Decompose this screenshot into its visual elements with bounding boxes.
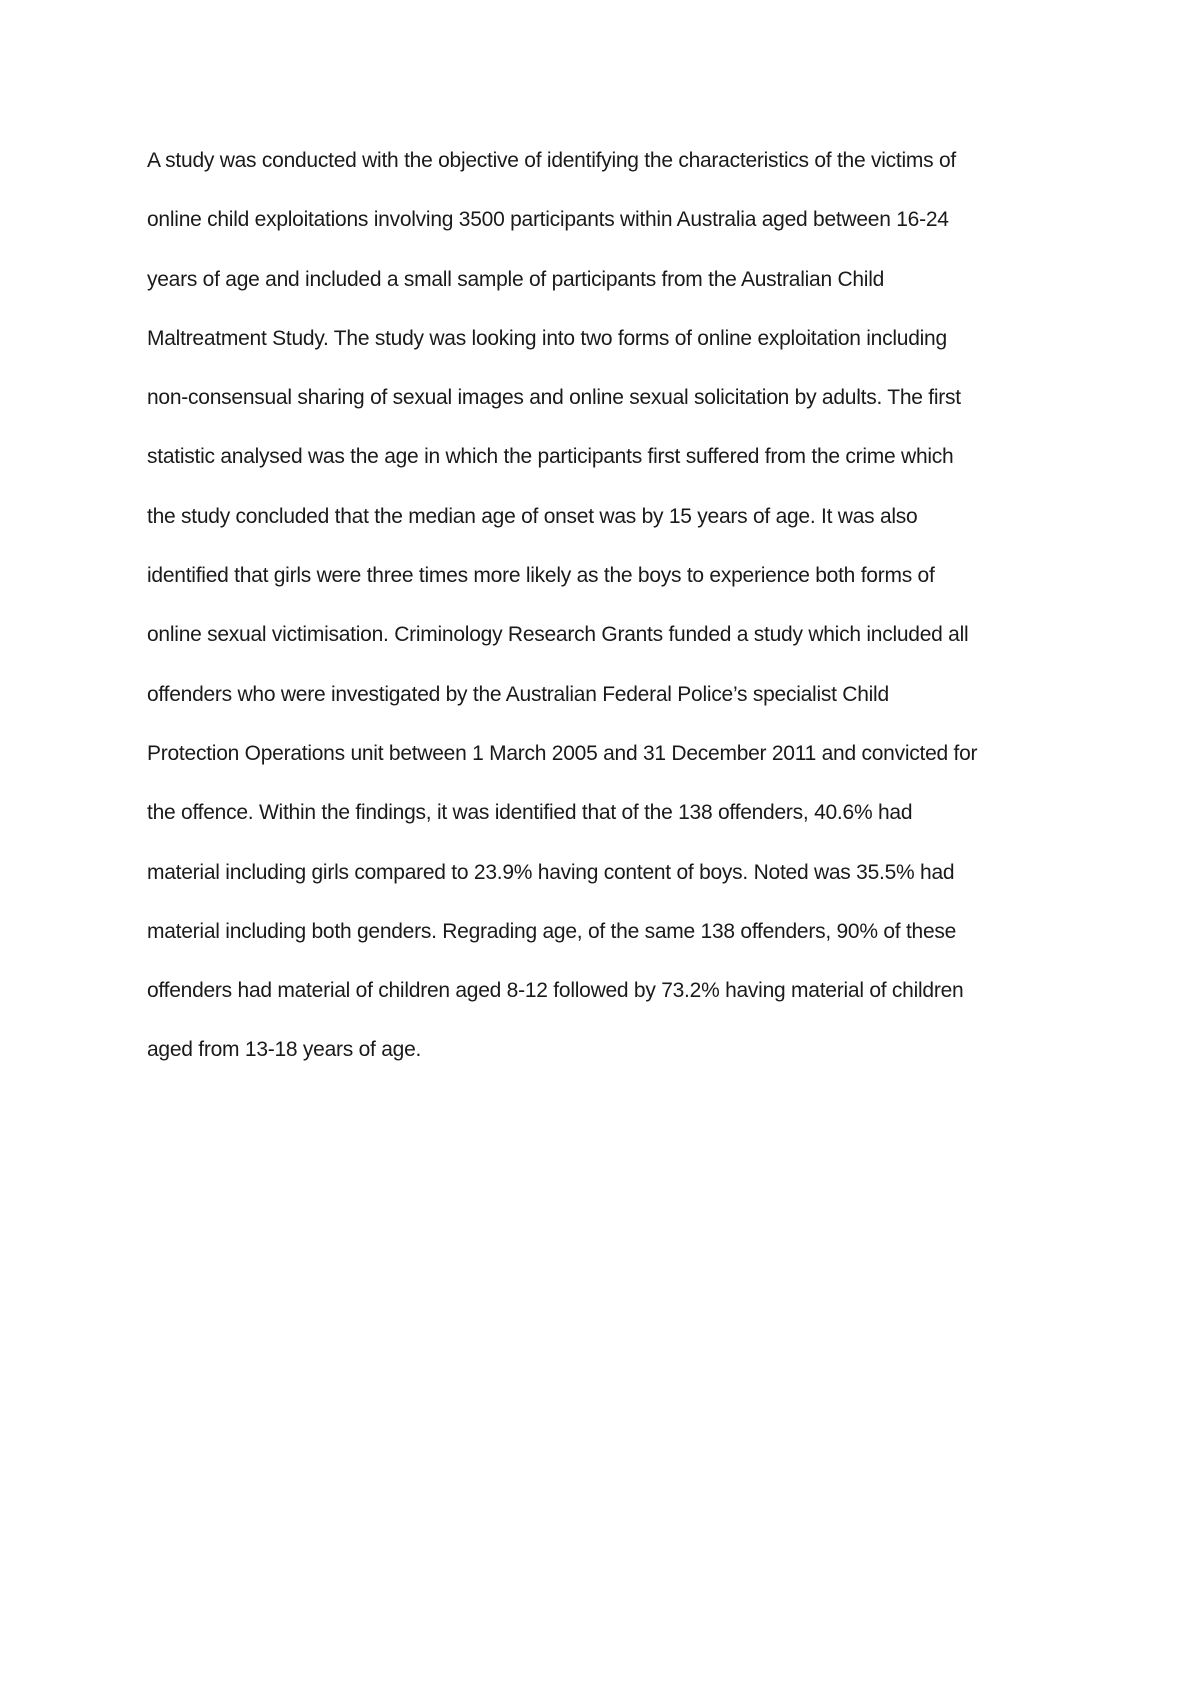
paragraph-line-10: offenders who were investigated by the Australian Federal Police’s specialist Child [147,682,889,706]
paragraph-line-4: Maltreatment Study. The study was looking into two forms of online exploitation including [147,326,947,350]
paragraph-line-1: A study was conducted with the objective of identifying the characteristics of the victims of [147,149,956,172]
paragraph-line-8: identified that girls were three times more likely as the boys to experience both forms of [147,564,935,588]
paragraph-line-7: the study concluded that the median age of onset was by 15 years of age. It was also [147,504,918,528]
paragraph-line-16: aged from 13-18 years of age. [147,1038,422,1062]
paragraph-line-9: online sexual victimisation. Criminology Research Grants funded a study which included all [147,623,969,647]
paragraph-line-6: statistic analysed was the age in which the participants first suffered from the crime which [147,445,954,469]
paragraph-line-15: offenders had material of children aged 8-12 followed by 73.2% having material of children [147,979,964,1003]
paragraph-line-14: material including both genders. Regrading age, of the same 138 offenders, 90% of these [147,919,957,943]
paragraph-line-5: non-consensual sharing of sexual images and online sexual solicitation by adults. The first [147,386,961,410]
paragraph-line-2: online child exploitations involving 3500 participants within Australia aged between 16-24 [147,208,949,232]
paragraph-line-3: years of age and included a small sample of participants from the Australian Child [147,267,885,291]
paragraph-line-11: Protection Operations unit between 1 March 2005 and 31 December 2011 and convicted for [147,741,978,765]
body-paragraph [147,141,1067,1090]
paragraph-line-13: material including girls compared to 23.9% having content of boys. Noted was 35.5% had [147,860,955,884]
paragraph-line-12: the offence. Within the findings, it was identified that of the 138 offenders, 40.6% had [147,801,913,825]
